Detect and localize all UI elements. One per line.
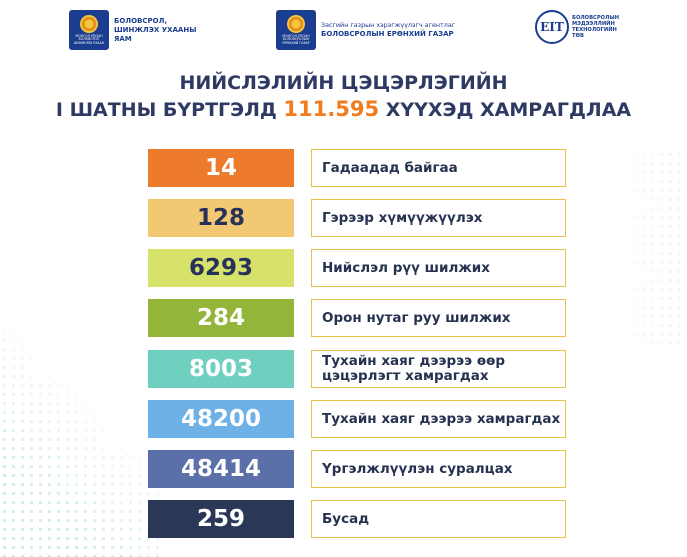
stat-row	[148, 350, 568, 388]
stat-value: 284	[148, 299, 294, 337]
agency-logo	[276, 10, 455, 50]
eit-name-line3: ТЕХНОЛОГИЙН	[572, 27, 617, 33]
eit-name	[572, 15, 619, 40]
agency-name-line1: Засгийн газрын хэрэгжүүлэгч агентлаг	[321, 21, 456, 29]
stat-value: 8003	[148, 350, 294, 388]
eit-name-line1: БОЛОВСРОЛЫН	[572, 14, 620, 21]
ministry-name-line3: ЯАМ	[114, 34, 132, 43]
agency-name	[321, 21, 455, 39]
ministry-logo	[69, 10, 196, 50]
dot-pattern-decoration	[0, 327, 160, 557]
eit-logo	[535, 10, 619, 44]
stat-value: 48414	[148, 450, 294, 488]
stat-row	[148, 249, 568, 287]
ministry-name-line1: БОЛОВСРОЛ,	[114, 16, 168, 25]
title-line2-pre: I ШАТНЫ БҮРТГЭЛД	[55, 99, 284, 121]
seal-icon	[287, 15, 305, 33]
stat-label: Гадаадад байгаа	[311, 149, 566, 187]
soyombo-emblem-icon	[69, 10, 109, 50]
stat-row	[148, 199, 568, 237]
stat-value: 14	[148, 149, 294, 187]
ministry-name-line2: ШИНЖЛЭХ УХААНЫ	[114, 25, 197, 34]
dot-pattern-decoration-right	[567, 150, 687, 350]
stat-label: Бусад	[311, 500, 566, 538]
title-line2	[0, 96, 687, 123]
emblem-caption: МОНГОЛ УЛСЫН БОЛОВСРОЛЫН ЕРӨНХИЙ ГАЗАР	[282, 33, 310, 45]
stat-row	[148, 149, 568, 187]
stat-value: 48200	[148, 400, 294, 438]
stat-value: 259	[148, 500, 294, 538]
stat-value: 6293	[148, 249, 294, 287]
stat-value: 128	[148, 199, 294, 237]
stat-label: Нийслэл рүү шилжих	[311, 249, 566, 287]
soyombo-emblem-icon	[276, 10, 316, 50]
agency-name-line2: БОЛОВСРОЛЫН ЕРӨНХИЙ ГАЗАР	[321, 30, 454, 38]
ministry-name	[114, 17, 196, 44]
title-line2-post: ХҮҮХЭД ХАМРАГДЛАА	[379, 99, 632, 121]
emblem-caption: МОНГОЛ УЛСЫН БОЛОВСРОЛ ШИНЖЛЭХ УХААН	[73, 33, 105, 45]
title-line1: НИЙСЛЭЛИЙН ЦЭЦЭРЛЭГИЙН	[179, 72, 508, 94]
stat-label: Гэрээр хүмүүжүүлэх	[311, 199, 566, 237]
stat-row	[148, 299, 568, 337]
eit-name-line2: МЭДЭЭЛЛИЙН	[572, 20, 615, 27]
stat-label: Тухайн хаяг дээрээ өөр цэцэрлэгт хамрагдах	[311, 350, 566, 388]
stat-label: Орон нутаг руу шилжих	[311, 299, 566, 337]
stat-row	[148, 400, 568, 438]
stat-label: Үргэлжлүүлэн суралцах	[311, 450, 566, 488]
stat-row	[148, 500, 568, 538]
seal-icon	[80, 15, 98, 33]
eit-name-line4: ТӨВ	[572, 33, 584, 40]
total-count-highlight: 111.595	[283, 97, 380, 121]
page-title	[0, 70, 687, 123]
stat-label: Тухайн хаяг дээрээ хамрагдах	[311, 400, 566, 438]
eit-mark-icon: EIT	[535, 10, 569, 44]
stat-row	[148, 450, 568, 488]
